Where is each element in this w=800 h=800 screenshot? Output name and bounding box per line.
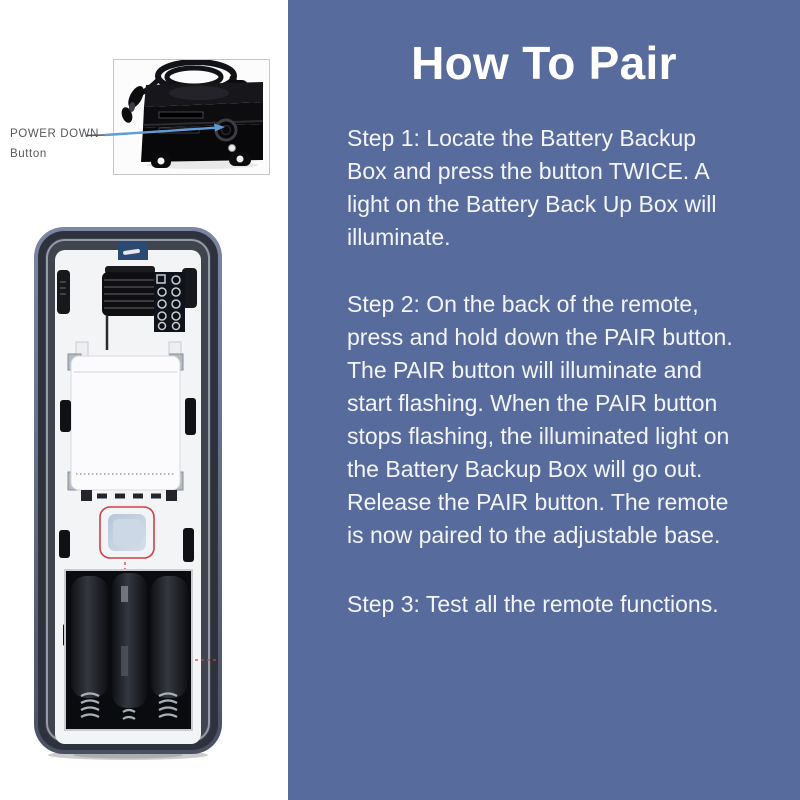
step-2-line: press and hold down the PAIR button. xyxy=(347,324,733,350)
step-2-line: the Battery Backup Box will go out. xyxy=(347,456,703,482)
step-2-line: is now paired to the adjustable base. xyxy=(347,522,721,548)
step-3-line: Step 3: Test all the remote functions. xyxy=(347,591,719,617)
batteries xyxy=(71,573,188,708)
step-2-text xyxy=(347,288,777,552)
power-down-label-line2: Button xyxy=(10,148,47,160)
clip-left xyxy=(59,530,70,558)
callout-arrow-icon xyxy=(86,118,236,148)
step-1-line: illuminate. xyxy=(347,224,451,250)
side-tab-left xyxy=(57,270,70,314)
ir-window xyxy=(118,242,148,260)
step-1-line: light on the Battery Back Up Box will xyxy=(347,191,717,217)
battery-backup-box-figure xyxy=(113,59,270,175)
power-down-label-line1: POWER DOWN xyxy=(10,128,100,140)
remote-back-image xyxy=(33,226,223,760)
remote-back-figure xyxy=(33,226,223,760)
step-2-line: Step 2: On the back of the remote, xyxy=(347,291,699,317)
step-2-line: Release the PAIR button. The remote xyxy=(347,489,729,515)
battery-backup-box-image xyxy=(114,60,269,174)
clip-right xyxy=(183,528,194,562)
step-2-line: The PAIR button will illuminate and xyxy=(347,357,702,383)
step-1-text xyxy=(347,122,777,254)
battery-compartment xyxy=(65,570,192,730)
battery-cover xyxy=(60,342,196,490)
circuit-board xyxy=(154,272,185,332)
step-3-text xyxy=(347,588,777,621)
step-1-line: Step 1: Locate the Battery Backup xyxy=(347,125,697,151)
instruction-panel xyxy=(288,0,800,800)
step-1-line: Box and press the button TWICE. A xyxy=(347,158,710,184)
step-2-line: stops flashing, the illuminated light on xyxy=(347,423,730,449)
pair-button xyxy=(108,514,146,551)
page-title: How To Pair xyxy=(411,37,677,89)
step-2-line: start flashing. When the PAIR button xyxy=(347,390,718,416)
